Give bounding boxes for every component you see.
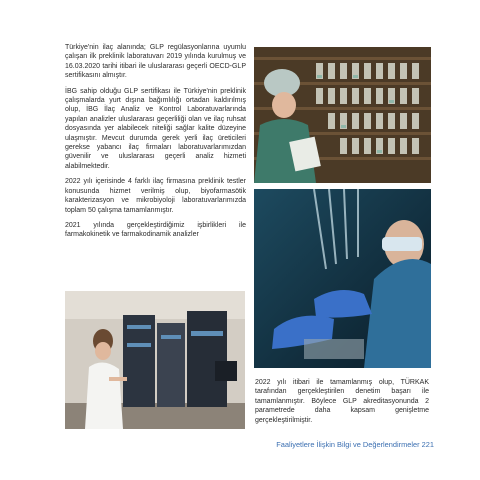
archive-shelves-photo (254, 47, 431, 183)
right-text-column (255, 378, 429, 431)
paragraph-turkak-audit: 2022 yılı itibari ile tamamlanmış olup, TÜRKAK tarafından gerçekleştirilen denetim başarı ile tamamlanmıştır. Böylece GLP akreditasyonunda 2 parametrede daha kapsam genişletme gerçekleştirilmiştir. (255, 379, 429, 424)
footer-section-title: Faaliyetlere İlişkin Bilgi ve Değerlendirmeler (276, 440, 420, 449)
page-footer (258, 440, 434, 449)
paragraph-2021-collaborations: 2021 yılında gerçekleştirdiğimiz işbirlikleri ile farmakokinetik ve farmakodinamik analizler (65, 221, 246, 239)
left-text-column (65, 43, 246, 246)
footer-page-number: 221 (421, 440, 434, 449)
paragraph-glp-certificate: İBG sahip olduğu GLP sertifikası ile Türkiye'nin preklinik çalışmalarda yurt dışına bağımlılığı ortadan kaldırılmış olup, İBG İlaç Analiz ve Kontrol Laboratuvarlarında yapılan analizler uluslararası geçerliliği olan ve ilaç ruhsat dosyasında yer alabilecek niteliği sağlar kalite düzeyine ulaşmıştır. Mevcut durumda gerek yerli ilaç üreticileri gerekse yabancı ilaç firmaları laboratuvarlarımızdan güvenilir ve uluslararası geçerli analiz hizmeti alabilmektedir. (65, 87, 246, 170)
paragraph-2022-services: 2022 yılı içerisinde 4 farklı ilaç firmasına preklinik testler konusunda hizmet verilmiş olup, biyofarmasötik karakterizasyon ve mikrobiyoloji laboratuvarlarımızda toplam 50 çalışma tamamlanmıştır. (65, 178, 246, 214)
paragraph-glp-lab: Türkiye'nin ilaç alanında; GLP regülasyonlarına uyumlu çalışan ilk preklinik laboratuvarı 2019 yılında kurulmuş ve 16.03.2020 tarihi itibari ile uluslararası geçerli OECD-GLP sertifikasını almıştır. (65, 44, 246, 80)
analysis-lab-photo (65, 291, 245, 429)
pipette-lab-photo (254, 189, 431, 368)
